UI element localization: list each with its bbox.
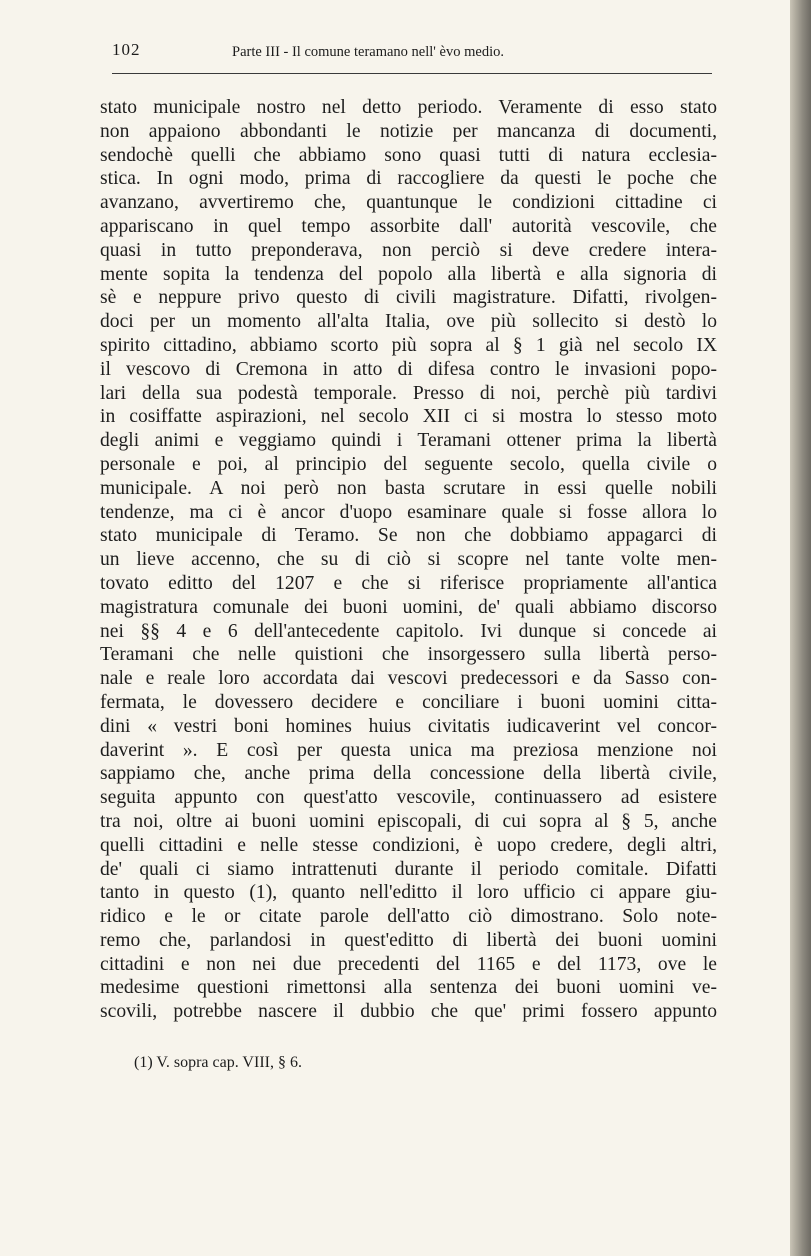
text-line: nale e reale loro accordata dai vescovi predecessori e da Sasso con- [100,668,717,690]
text-line: daverint ». E così per questa unica ma preziosa menzione noi [100,739,717,761]
text-line: sè e neppure privo questo di civili magistrature. Difatti, rivolgen- [100,287,717,309]
text-line: tendenze, ma ci è ancor d'uopo esaminare quale si fosse allora lo [100,501,717,523]
text-line: ridico e le or citate parole dell'atto ciò dimostrano. Solo note- [100,906,717,928]
text-line: il vescovo di Cremona in atto di difesa contro le invasioni popo- [100,358,717,380]
text-line: de' quali ci siamo intrattenuti durante il periodo comitale. Difatti [100,858,717,880]
text-line: stato municipale di Teramo. Se non che dobbiamo appagarci di [100,525,717,547]
text-line: sendochè quelli che abbiamo sono quasi tutti di natura ecclesia- [100,144,717,166]
text-line: tra noi, oltre ai buoni uomini episcopali, di cui sopra al § 5, anche [100,810,717,832]
text-line: fermata, le dovessero decidere e conciliare i buoni uomini citta- [100,691,717,713]
text-line: nei §§ 4 e 6 dell'antecedente capitolo. Ivi dunque si concede ai [100,620,717,642]
text-line: degli animi e veggiamo quindi i Teramani ottener prima la libertà [100,430,717,452]
text-line: in cosiffatte aspirazioni, nel secolo XII ci si mostra lo stesso moto [100,406,717,428]
running-head: Parte III - Il comune teramano nell' èvo medio. [232,44,504,60]
text-line: personale e poi, al principio del seguente secolo, quella civile o [100,453,717,475]
text-line: scovili, potrebbe nascere il dubbio che que' primi fossero appunto [100,1001,717,1023]
text-line: stato municipale nostro nel detto periodo. Veramente di esso stato [100,97,717,118]
text-line: un lieve accenno, che su di ciò si scopre nel tante volte men- [100,549,717,571]
text-line: cittadini e non nei due precedenti del 1165 e del 1173, ove le [100,953,717,975]
text-line: seguita appunto con quest'atto vescovile, continuassero ad esistere [100,787,717,809]
text-line: medesime questioni rimettonsi alla sentenza dei buoni uomini ve- [100,977,717,999]
text-line: non appaiono abbondanti le notizie per mancanza di documenti, [100,120,717,142]
text-line: tanto in questo (1), quanto nell'editto il loro ufficio ci appare giu- [100,882,717,904]
text-line: remo che, parlandosi in quest'editto di libertà dei buoni uomini [100,929,717,951]
text-line: lari della sua podestà temporale. Presso di noi, perchè più tardivi [100,382,717,404]
header-rule [112,73,712,74]
text-line: appariscano in quel tempo assorbite dall' autorità vescovile, che [100,215,717,237]
text-line: quasi in tutto preponderava, non perciò si deve credere intera- [100,239,717,261]
text-line: mente sopita la tendenza del popolo alla libertà e alla signoria di [100,263,717,285]
page-header [112,40,712,74]
text-line: spirito cittadino, abbiamo scorto più sopra al § 1 già nel secolo IX [100,334,717,356]
text-line: tovato editto del 1207 e che si riferisce propriamente all'antica [100,572,717,594]
text-line: Teramani che nelle quistioni che insorgessero sulla libertà perso- [100,644,717,666]
text-line: doci per un momento all'alta Italia, ove più sollecito si destò lo [100,311,717,333]
text-line: avanzano, avvertiremo che, quantunque le condizioni cittadine ci [100,192,717,214]
text-line: dini « vestri boni homines huius civitatis iudicaverint vel concor- [100,715,717,737]
binding-shadow [790,0,811,1256]
body-text [100,96,717,1024]
text-line: sappiamo che, anche prima della concessione della libertà civile, [100,763,717,785]
text-line: municipale. A noi però non basta scrutare in essi quelle nobili [100,477,717,499]
text-line: quelli cittadini e nelle stesse condizioni, è uopo credere, degli altri, [100,834,717,856]
footnote: (1) V. sopra cap. VIII, § 6. [134,1054,302,1071]
text-line: stica. In ogni modo, prima di raccogliere da questi le poche che [100,168,717,190]
page-number: 102 [112,40,141,59]
text-line: magistratura comunale dei buoni uomini, de' quali abbiamo discorso [100,596,717,618]
